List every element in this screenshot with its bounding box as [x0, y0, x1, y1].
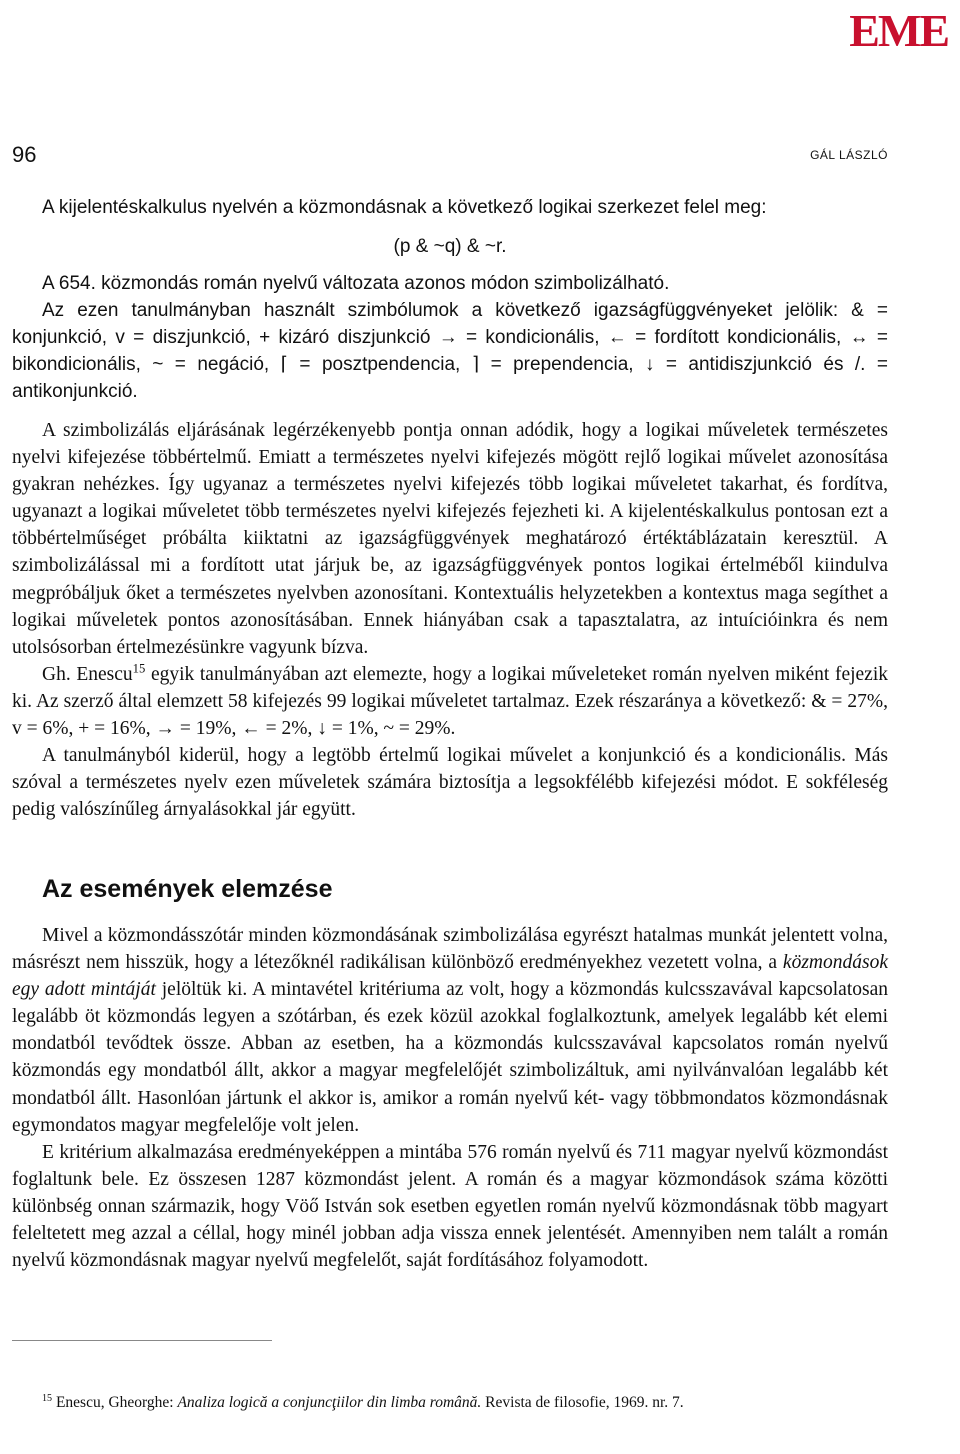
footnote-rule [12, 1340, 272, 1341]
footnote-author: Enescu, Gheorghe: [55, 1394, 178, 1411]
body-block-1 [12, 417, 888, 823]
publisher-logo: EME [849, 5, 948, 56]
intro-line-2: A 654. közmondás román nyelvű változata azonos módon szimbolizálható. [42, 273, 670, 294]
footnote [42, 1394, 882, 1412]
footnote-number: 15 [42, 1392, 53, 1404]
page-number: 96 [12, 142, 37, 167]
footnote-ref: 15 [132, 661, 146, 676]
symbols-paragraph: Az ezen tanulmányban használt szimbólumok a következő igazságfüggvényeket jelölik: & = konjunkció, v = diszjunkció, + kizáró diszjunkció → = kondicionális, ← = fordított kondicionális, ↔ = bikondicionális, ~ = negáció, ⌈ = posztpendencia, ⌉ = prependencia, ↓ = antidiszjunkció és /. = antikonjunkció. [12, 300, 888, 402]
text-run: jelöltük ki. A mintavétel kritériuma az volt, hogy a közmondás kulcsszavával kapcsolatosan legalább öt közmondás legyen a szótárban, és ezek közül azokkal foglalkoztunk, amelyek legalább két elemi mondatból tevődtek össze. Abban az esetben, ha a közmondás kulcsszavával kapcsolatos román nyelvű közmondás egy mondatból állt, akkor a magyar megfelelőjét szimbolizáltuk, ami nyilvánvalóan legalább két mondatból állt. Hasonlóan jártunk el akkor is, amikor a román nyelvű két- vagy többmondatos közmondásnak egymondatos magyar megfelelője volt jelen. [12, 979, 889, 1136]
enescu-paragraph [12, 661, 888, 742]
page-header [12, 142, 888, 166]
italic-phrase: közmondások egy adott mintáját [12, 952, 888, 1001]
enescu-text: egyik tanulmányában azt elemezte, hogy a logikai műveleteket román nyelven miként fejezik ki. Az szerző által elemzett 58 kifejezés 99 logikai műveletet tartalmaz. Ezek részaránya a következő: & = 27%, v = 6%, + = 16%, → = 19%, ← = 2%, ↓ = 1%, ~ = 29%. [12, 663, 888, 740]
paragraph-b: A tanulmányból kiderül, hogy a legtöbb értelmű logikai művelet a konjunkció és a kondicionális. Más szóval a természetes nyelv ezen műveletek számára biztosítja a legsokfélébb kifejezési módot. E sokféleség pedig valószínűleg árnyalásokkal jár együtt. [12, 745, 888, 821]
enescu-name: Gh. Enescu [42, 663, 133, 685]
paragraph: A szimbolizálás eljárásának legérzékenyebb pontja onnan adódik, hogy a logikai műveletek természetes nyelvi kifejezése többértelmű. Emiatt a természetes nyelvi kifejezés mögött rejlő logikai művelet azonosítása gyakran nehézkes. Így ugyanaz a természetes nyelvi kifejezés több logikai műveletet takarhat, és fordítva, ugyanazt a logikai műveletet több természetes nyelvi kifejezés fejezheti ki. A kijelentéskalkulus pontosan ezt a többértelműséget próbálta kiiktatni az igazságfüggvények meghatározó értéktáblázatain keresztül. A szimbolizálással mi a fordított utat járjuk be, az igazságfüggvények pontos logikai értelméből kiindulva megpróbáljuk őket a természetes nyelvben azonosítani. Kontextuális helyzetekben a kontextus maga segíthet a logikai műveletek pontos azonosításában. Ennek hiányában csak a tapasztalatra, az intuícióinkra és nem utolsósorban értelmezésünkre vagyunk bízva. [12, 420, 888, 658]
intro-block [12, 194, 888, 405]
footnote-title: Analiza logică a conjuncţiilor din limba română. [177, 1394, 482, 1411]
section-paragraph-2: E kritérium alkalmazása eredményeképpen a mintába 576 román nyelvű és 711 magyar nyelvű közmondást foglaltunk bele. Ez összesen 1287 közmondást jelent. A román és a magyar közmondások száma közötti különbség onnan származik, hogy Vöő István sok esetben egyetlen román nyelvű közmondásnak több magyart feleltetett meg azzal a céllal, hogy minél jobban adja vissza ennek jelentését. Amennyiben nem talált a román nyelvű közmondásnak magyar nyelvű megfelelőt, saját fordításához folyamodott. [12, 1141, 888, 1272]
text-run: Mivel a közmondásszótár minden közmondásának szimbolizálása egyrészt hatalmas munkát jelentett volna, másrészt nem hisszük, hogy a létezőknél radikálisan különböző eredményekhez vezetett volna, a [12, 925, 888, 974]
section-paragraph-1 [12, 922, 888, 1139]
footnote-source: Revista de filosofie, 1969. nr. 7. [481, 1394, 684, 1411]
running-head-author: GÁL LÁSZLÓ [810, 148, 888, 162]
formula: (p & ~q) & ~r. [393, 236, 507, 257]
section-heading: Az események elemzése [42, 875, 333, 903]
body-block-2 [12, 922, 888, 1274]
intro-line: A kijelentéskalkulus nyelvén a közmondásnak a következő logikai szerkezet felel meg: [42, 197, 767, 218]
